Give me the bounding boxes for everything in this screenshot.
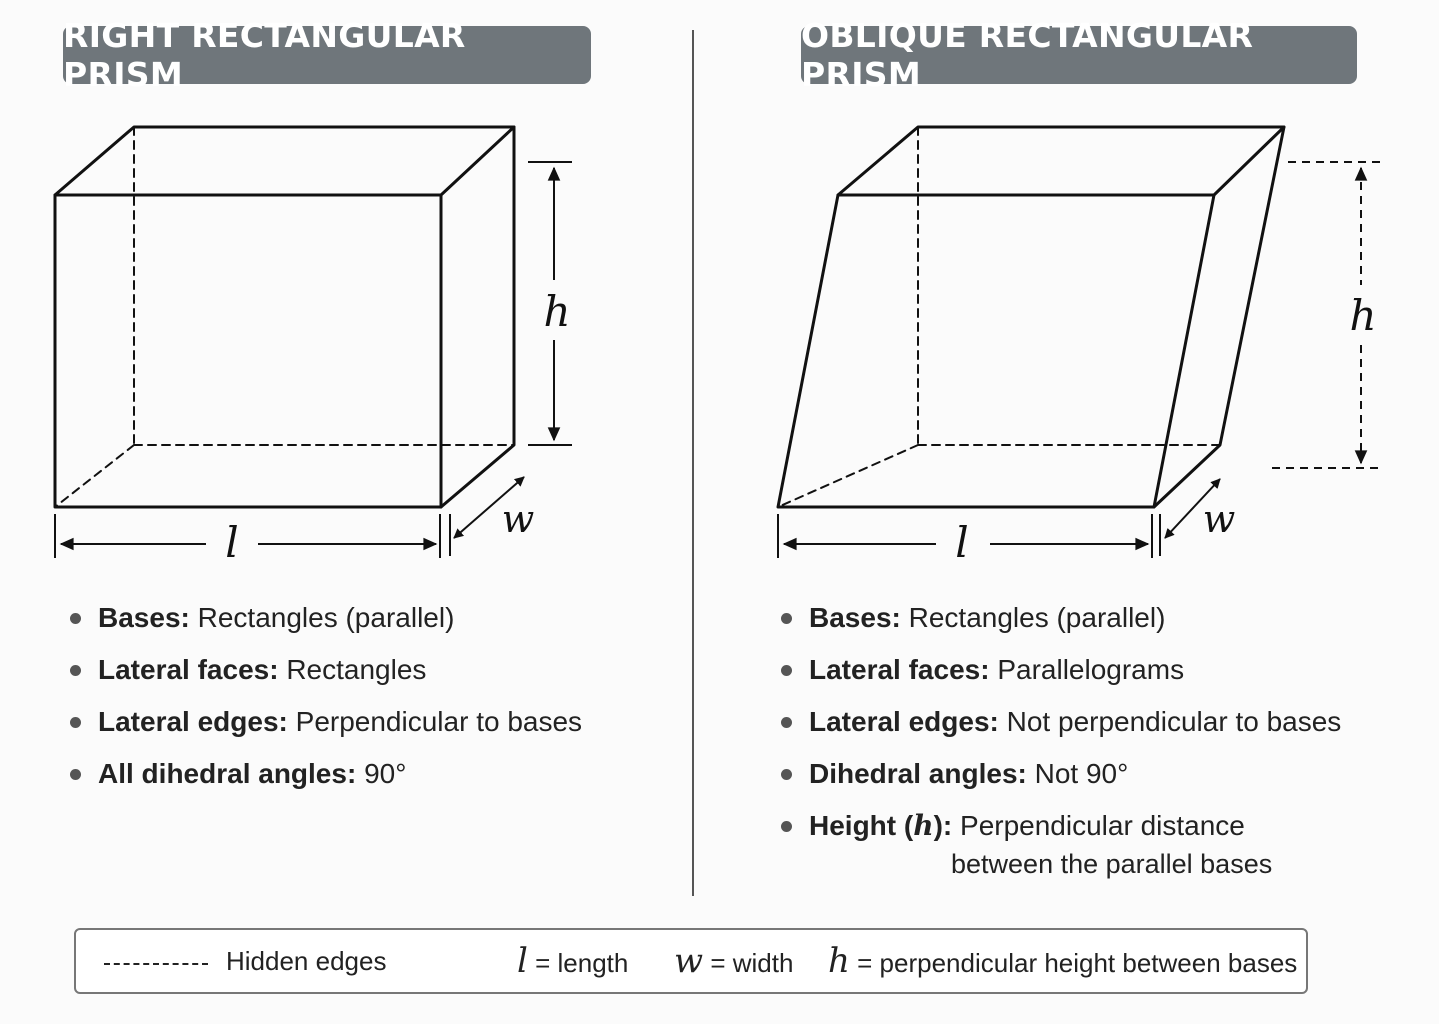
oblique-prism-w-label: w xyxy=(1202,497,1236,541)
right-prism-hidden-edges xyxy=(55,127,514,507)
legend-length: l = length xyxy=(517,941,629,981)
right-prism-properties xyxy=(70,598,582,806)
legend-hidden-edges: Hidden edges xyxy=(226,946,387,976)
oblique-prism-h-label: h xyxy=(1349,291,1377,340)
oblique-prism xyxy=(778,127,1284,507)
dashed-line-sample xyxy=(104,963,208,965)
oblique-prism-title: OBLIQUE RECTANGULAR PRISM xyxy=(801,26,1357,84)
oblique-prism-properties xyxy=(781,598,1342,879)
list-item: Bases: Rectangles (parallel) xyxy=(781,598,1341,650)
right-prism-visible-edges xyxy=(55,127,514,507)
list-item: Bases: Rectangles (parallel) xyxy=(70,598,582,650)
right-prism-h-label: h xyxy=(543,287,571,336)
right-prism-length-dimension xyxy=(55,514,440,558)
list-item: Lateral faces: Rectangles xyxy=(70,650,582,702)
oblique-prism-visible-edges xyxy=(778,127,1284,507)
list-item: Lateral faces: Parallelograms xyxy=(781,650,1341,702)
oblique-prism-l-label: l xyxy=(955,518,969,567)
legend-width: w = width xyxy=(674,941,794,981)
legend-box xyxy=(74,928,1308,994)
legend-height: h = perpendicular height between bases xyxy=(828,941,1298,981)
list-item-height: Height (h): Perpendicular distance between the parallel bases xyxy=(781,806,1341,858)
list-item: All dihedral angles: 90° xyxy=(70,754,582,806)
right-prism-w-label: w xyxy=(501,497,535,541)
right-prism xyxy=(55,127,514,507)
list-item: Lateral edges: Perpendicular to bases xyxy=(70,702,582,754)
right-prism-l-label: l xyxy=(225,518,239,567)
list-item: Lateral edges: Not perpendicular to bases xyxy=(781,702,1341,754)
right-prism-title: RIGHT RECTANGULAR PRISM xyxy=(63,26,591,84)
list-item: Dihedral angles: Not 90° xyxy=(781,754,1341,806)
oblique-prism-hidden-edges xyxy=(778,127,1220,507)
